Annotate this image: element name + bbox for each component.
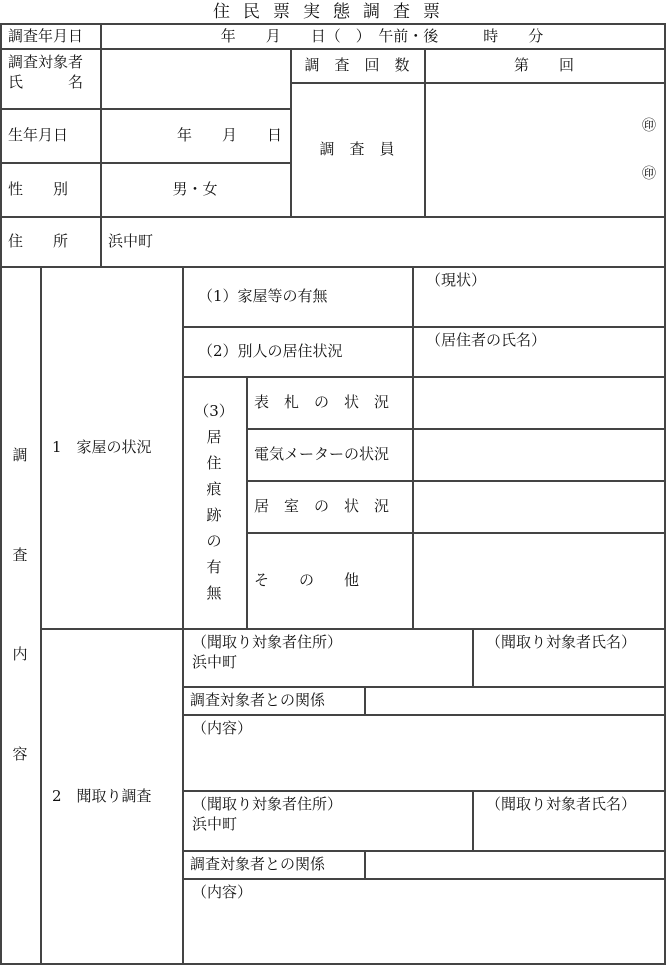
interview-relation-field[interactable] — [364, 686, 666, 716]
vertical-char: 容 — [12, 744, 28, 763]
interview-address-field[interactable] — [182, 790, 474, 852]
trace-nameplate-field[interactable] — [412, 376, 666, 430]
trace-item-nameplate: 表 札 の 状 況 — [246, 376, 414, 430]
interview-name-field[interactable] — [472, 790, 666, 852]
interview-address-field[interactable] — [182, 628, 474, 688]
interview-address-value: 浜中町 — [192, 653, 238, 671]
target-name-label-line1: 調査対象者 — [8, 53, 84, 71]
sex-label: 性 別 — [0, 162, 102, 218]
house-exist-label: （1）家屋等の有無 — [182, 266, 414, 328]
trace-meter-field[interactable] — [412, 428, 666, 482]
trace-item-other: そ の 他 — [246, 532, 414, 630]
vertical-char: 有 — [206, 558, 222, 576]
trace-label — [182, 376, 248, 630]
house-section-label: 1 家屋の状況 — [40, 266, 184, 630]
content-vertical-label — [0, 266, 42, 965]
house-exist-note: （現状） — [426, 271, 487, 289]
interview-relation-label: 調査対象者との関係 — [182, 850, 366, 880]
survey-date-label: 調査年月日 — [0, 23, 102, 50]
vertical-char: 無 — [206, 584, 222, 602]
interview-name-label: （聞取り対象者氏名） — [486, 795, 637, 813]
interview-content-label: （内容） — [192, 883, 253, 901]
count-field[interactable]: 第 回 — [424, 48, 666, 84]
count-label: 調 査 回 数 — [290, 48, 426, 84]
other-resident-field[interactable] — [412, 326, 666, 378]
other-resident-label: （2）別人の居住状況 — [182, 326, 414, 378]
birth-label: 生年月日 — [0, 108, 102, 164]
house-exist-field[interactable] — [412, 266, 666, 328]
sex-field[interactable]: 男・女 — [100, 162, 292, 218]
trace-label-num: （3） — [194, 402, 234, 420]
seal-icon: ㊞ — [642, 166, 656, 182]
investigator-label: 調 査 員 — [290, 82, 426, 218]
trace-other-field[interactable] — [412, 532, 666, 630]
trace-room-field[interactable] — [412, 480, 666, 534]
form-title: 住民票実態調査票 — [213, 2, 453, 22]
interview-content-field[interactable] — [182, 714, 666, 792]
interview-name-label: （聞取り対象者氏名） — [486, 633, 637, 651]
interview-address-label: （聞取り対象者住所） — [192, 633, 343, 651]
vertical-char: の — [206, 532, 222, 550]
vertical-char: 居 — [206, 428, 222, 446]
interview-content-field[interactable] — [182, 878, 666, 965]
birth-field[interactable]: 年 月 日 — [100, 108, 292, 164]
interview-name-field[interactable] — [472, 628, 666, 688]
interview-relation-field[interactable] — [364, 850, 666, 880]
target-name-label-line2: 氏 名 — [8, 73, 84, 91]
vertical-char: 痕 — [206, 480, 222, 498]
interview-address-value: 浜中町 — [192, 815, 238, 833]
trace-item-meter: 電気メーターの状況 — [246, 428, 414, 482]
address-field[interactable]: 浜中町 — [100, 216, 666, 268]
interview-relation-label: 調査対象者との関係 — [182, 686, 366, 716]
interview-section-label: 2 聞取り調査 — [40, 628, 184, 965]
trace-item-room: 居 室 の 状 況 — [246, 480, 414, 534]
investigator-field[interactable] — [424, 82, 666, 218]
vertical-char: 査 — [12, 545, 28, 564]
vertical-char: 内 — [12, 645, 28, 664]
vertical-char: 跡 — [206, 506, 222, 524]
address-label: 住 所 — [0, 216, 102, 268]
other-resident-note: （居住者の氏名） — [426, 331, 547, 349]
target-name-field[interactable] — [100, 48, 292, 110]
vertical-char: 調 — [12, 446, 28, 465]
target-name-label — [0, 48, 102, 110]
interview-content-label: （内容） — [192, 719, 253, 737]
interview-address-label: （聞取り対象者住所） — [192, 795, 343, 813]
survey-date-field[interactable]: 年 月 日（ ） 午前・後 時 分 — [100, 23, 666, 50]
vertical-char: 住 — [206, 454, 222, 472]
seal-icon: ㊞ — [642, 118, 656, 134]
